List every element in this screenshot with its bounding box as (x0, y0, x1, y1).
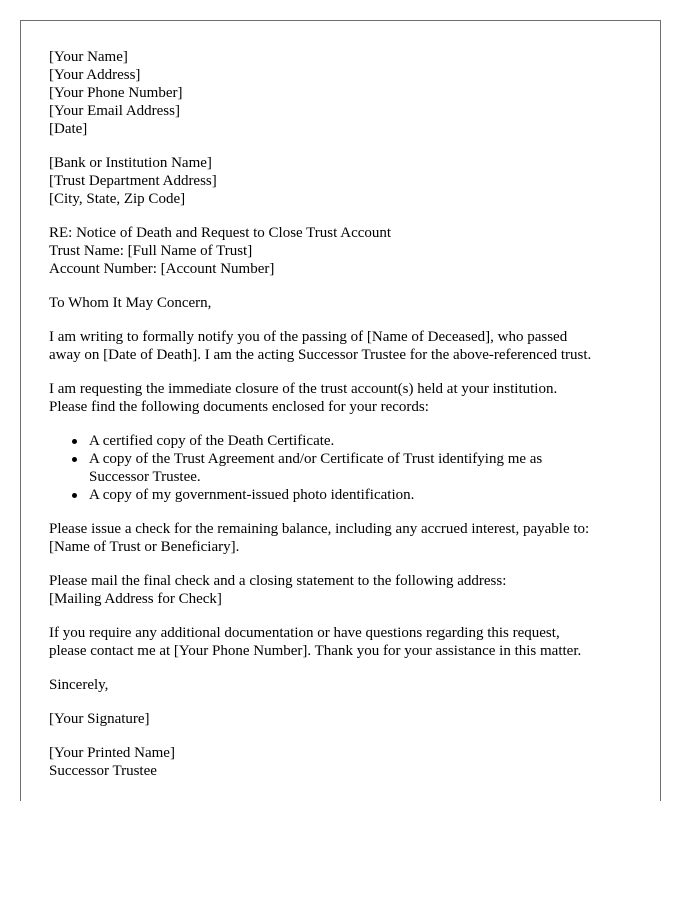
letter-content (49, 48, 649, 796)
subject-line: RE: Notice of Death and Request to Close Trust Account (49, 225, 392, 241)
list-item-text: A copy of the Trust Agreement and/or Certificate of Trust identifying me as Successor Trustee. (89, 451, 543, 485)
printed-name: [Your Printed Name] (49, 745, 175, 761)
paragraph-line: [Mailing Address for Check] (49, 591, 222, 607)
paragraph-line: Please find the following documents enclosed for your records: (49, 399, 429, 415)
paragraph-line: please contact me at [Your Phone Number]. Thank you for your assistance in this matter. (49, 643, 582, 659)
letter-page (20, 20, 661, 801)
paragraph-line: Please mail the final check and a closing statement to the following address: (49, 573, 507, 589)
account-number-line: Account Number: [Account Number] (49, 261, 275, 277)
enclosed-documents-list (49, 432, 649, 504)
paragraph-line: I am requesting the immediate closure of the trust account(s) held at your institution. (49, 381, 558, 397)
paragraph-line: away on [Date of Death]. I am the acting Successor Trustee for the above-referenced trust. (49, 347, 592, 363)
payment-paragraph (49, 520, 649, 556)
sender-address: [Your Address] (49, 67, 141, 83)
closure-request-paragraph (49, 380, 649, 416)
sender-name: [Your Name] (49, 49, 128, 65)
list-item: A certified copy of the Death Certificate. (89, 432, 649, 450)
recipient-institution: [Bank or Institution Name] (49, 155, 212, 171)
paragraph-line: [Name of Trust or Beneficiary]. (49, 539, 240, 555)
letter-date: [Date] (49, 121, 88, 137)
sender-email: [Your Email Address] (49, 103, 180, 119)
valediction: Sincerely, (49, 677, 109, 693)
mailing-paragraph (49, 572, 649, 608)
recipient-department-address: [Trust Department Address] (49, 173, 217, 189)
sender-block (49, 48, 649, 138)
list-item: A copy of my government-issued photo identification. (89, 486, 649, 504)
subject-block (49, 224, 649, 278)
contact-paragraph (49, 624, 649, 660)
sender-phone: [Your Phone Number] (49, 85, 183, 101)
paragraph-line: I am writing to formally notify you of the passing of [Name of Deceased], who passed (49, 329, 568, 345)
list-item (89, 450, 649, 486)
trust-name-line: Trust Name: [Full Name of Trust] (49, 243, 253, 259)
salutation: To Whom It May Concern, (49, 295, 212, 311)
paragraph-line: Please issue a check for the remaining balance, including any accrued interest, payable to: (49, 521, 590, 537)
paragraph-line: If you require any additional documentation or have questions regarding this request, (49, 625, 560, 641)
recipient-city-state-zip: [City, State, Zip Code] (49, 191, 186, 207)
signer-title: Successor Trustee (49, 763, 157, 779)
signer-block (49, 744, 649, 780)
recipient-block (49, 154, 649, 208)
signature-line: [Your Signature] (49, 711, 150, 727)
notification-paragraph (49, 328, 649, 364)
